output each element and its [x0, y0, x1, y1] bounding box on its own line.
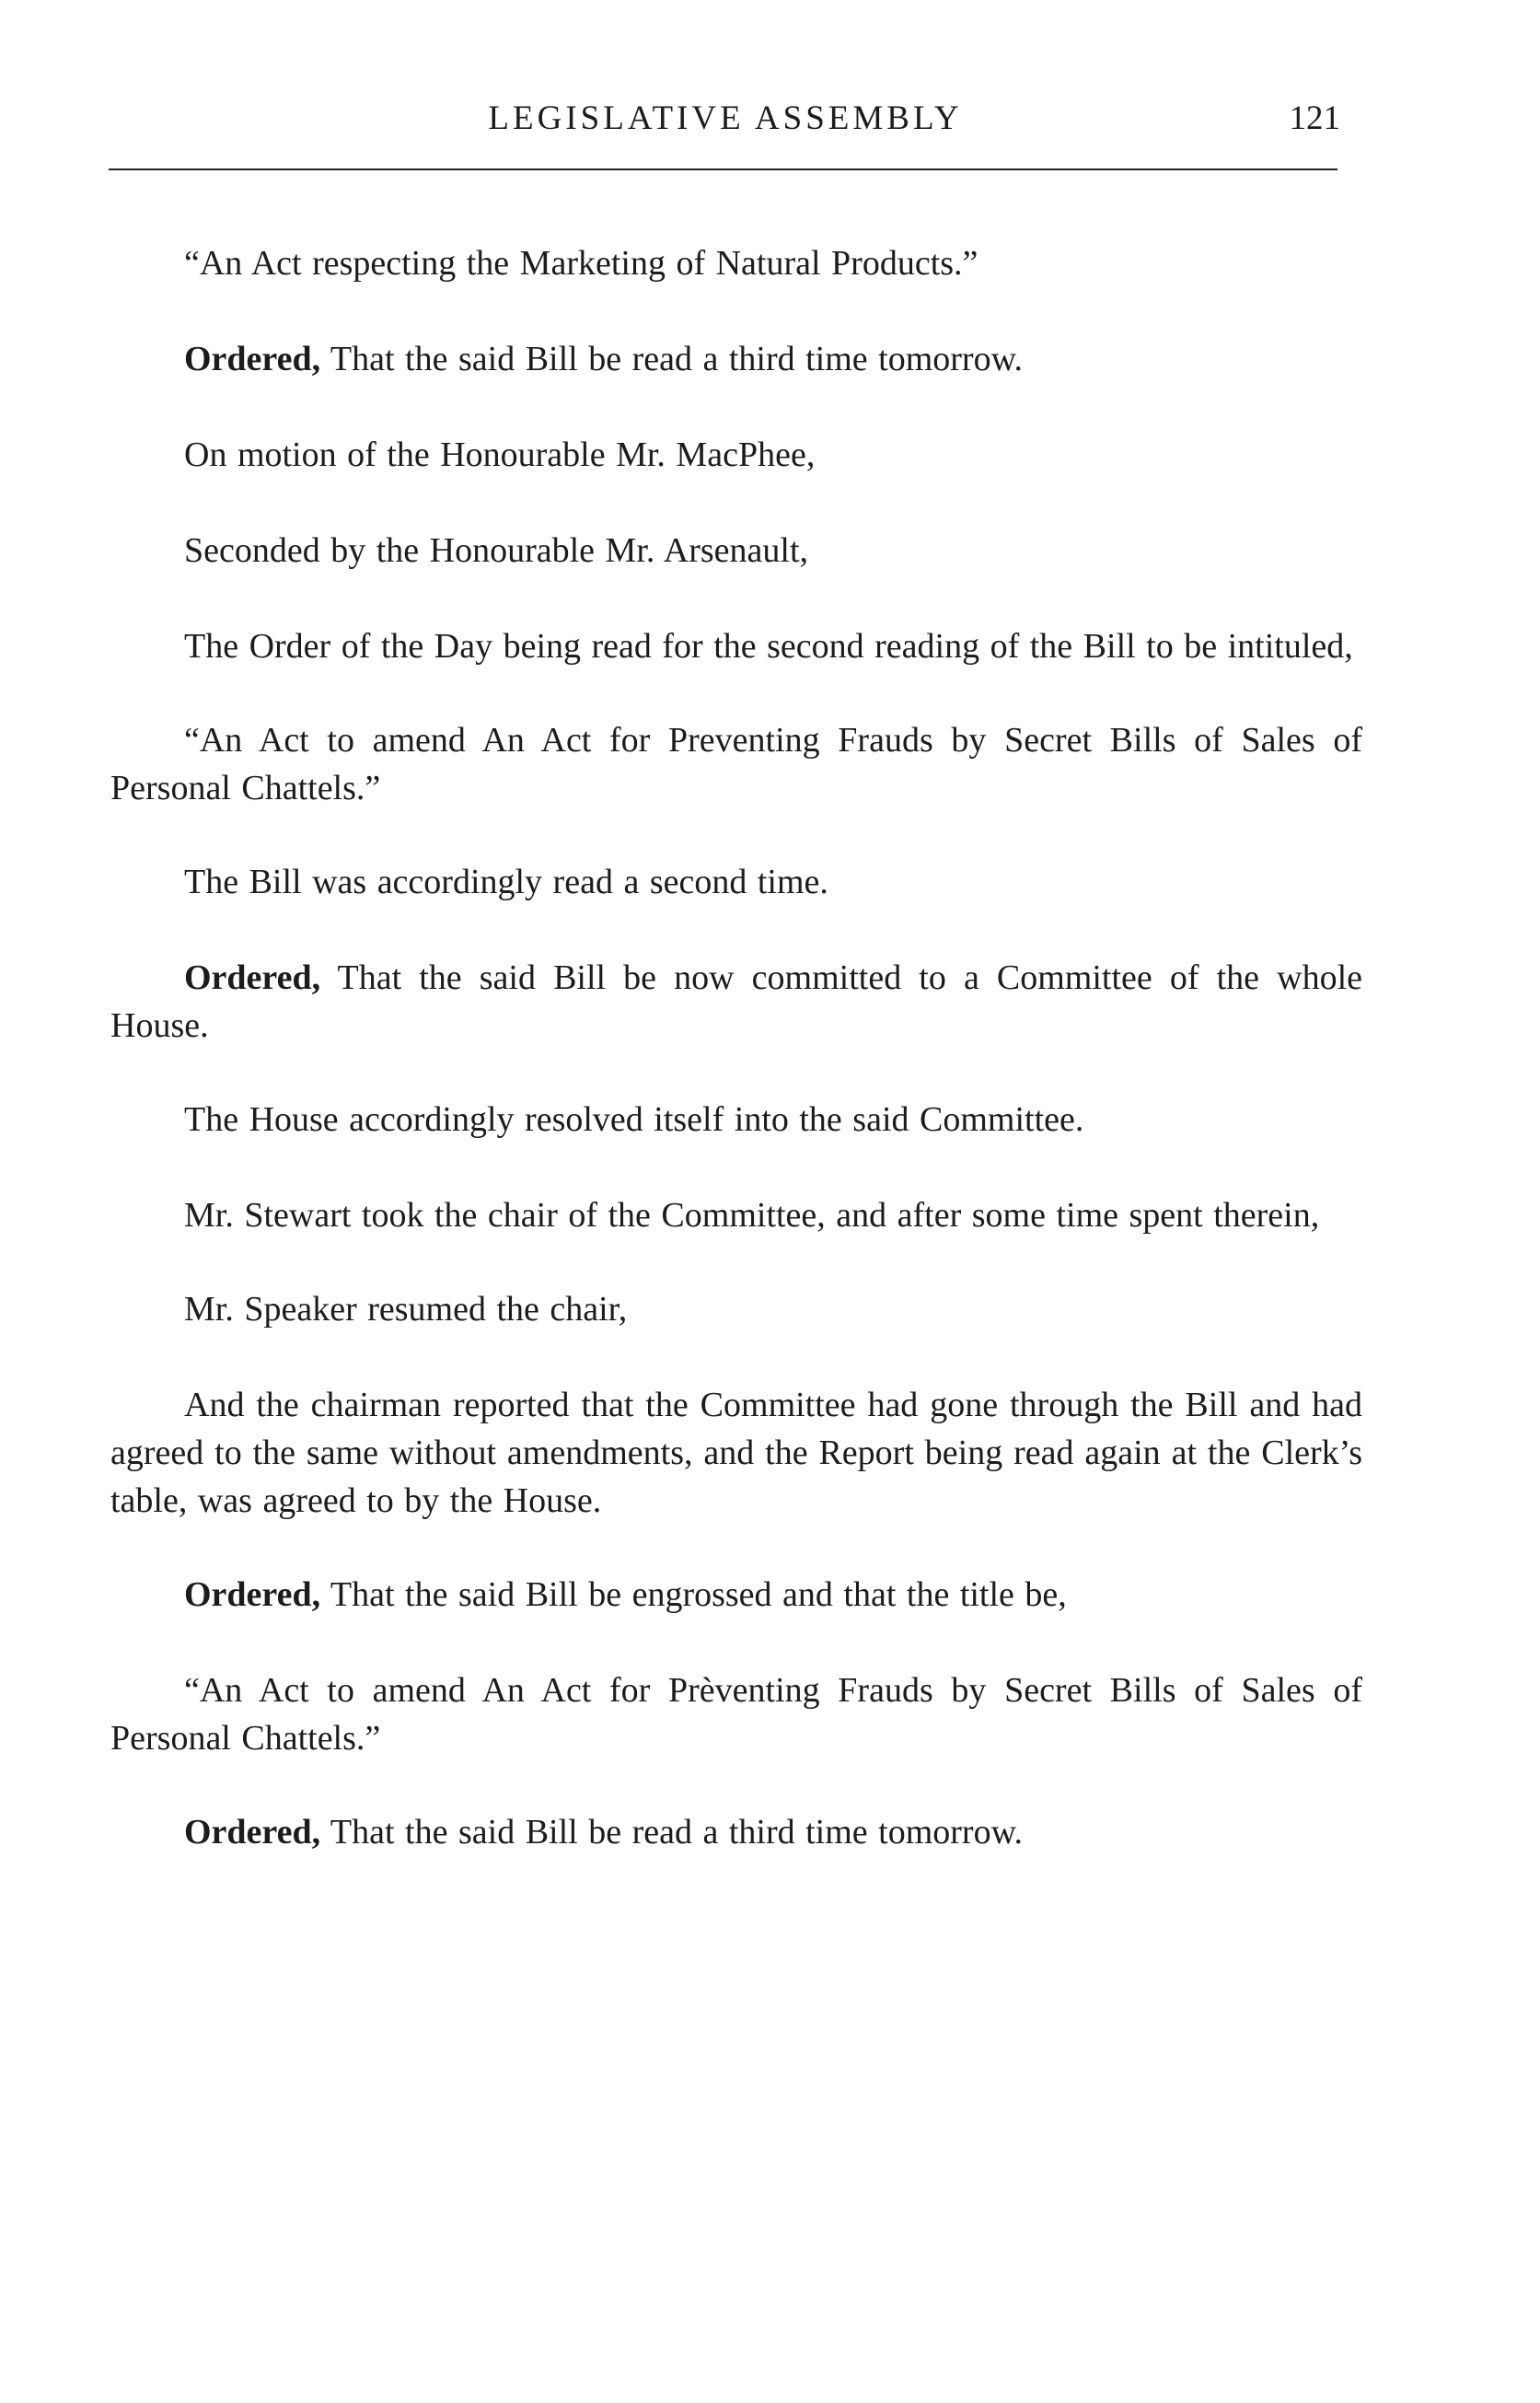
ordered-lead: Ordered, — [184, 1575, 321, 1614]
paragraph — [110, 1381, 1362, 1525]
paragraph-text: The House accordingly resolved itself into the said Committee. — [184, 1100, 1084, 1139]
paragraph — [110, 431, 1362, 479]
paragraph — [110, 335, 1362, 383]
paragraph-text: The Bill was accordingly read a second time. — [184, 863, 828, 901]
paragraph-text: On motion of the Honourable Mr. MacPhee, — [184, 435, 816, 474]
ordered-lead: Ordered, — [184, 1813, 321, 1852]
paragraph — [110, 527, 1362, 575]
paragraph — [110, 954, 1362, 1050]
paragraph-text: “An Act to amend An Act for Prèventing Frauds by Secret Bills of Sales of Personal Chattels.” — [110, 1671, 1362, 1758]
paragraph-text: “An Act to amend An Act for Preventing Frauds by Secret Bills of Sales of Personal Chattels.” — [110, 721, 1362, 807]
running-header — [109, 96, 1342, 151]
paragraph-text: That the said Bill be read a third time tomorrow. — [320, 340, 1024, 378]
paragraph-text: That the said Bill be read a third time tomorrow. — [320, 1813, 1024, 1852]
paragraph — [110, 1666, 1362, 1762]
paragraph-text: That the said Bill be engrossed and that the title be, — [320, 1575, 1067, 1614]
page-number: 121 — [1289, 99, 1340, 137]
document-body — [110, 239, 1362, 1904]
paragraph — [110, 858, 1362, 906]
running-title: LEGISLATIVE ASSEMBLY — [488, 99, 963, 137]
paragraph-text: And the chairman reported that the Committee had gone through the Bill and had agreed to the same without amendments, and the Report being read again at the Clerk’s table, was agreed to by the House. — [110, 1386, 1362, 1520]
paragraph — [110, 1285, 1362, 1333]
paragraph-text: Mr. Speaker resumed the chair, — [184, 1290, 628, 1329]
paragraph-text: That the said Bill be now committed to a Committee of the whole House. — [110, 958, 1362, 1045]
paragraph — [110, 1808, 1362, 1856]
paragraph-text: Seconded by the Honourable Mr. Arsenault, — [184, 531, 809, 570]
paragraph-text: The Order of the Day being read for the second reading of the Bill to be intituled, — [184, 627, 1353, 666]
paragraph — [110, 1571, 1362, 1619]
ordered-lead: Ordered, — [184, 340, 321, 378]
header-rule — [109, 168, 1337, 170]
paragraph — [110, 239, 1362, 287]
paragraph — [110, 622, 1362, 670]
ordered-lead: Ordered, — [184, 958, 321, 997]
paragraph — [110, 1191, 1362, 1239]
paragraph — [110, 1096, 1362, 1143]
paragraph-text: “An Act respecting the Marketing of Natural Products.” — [184, 244, 978, 283]
paragraph-text: Mr. Stewart took the chair of the Committee, and after some time spent therein, — [184, 1196, 1320, 1235]
paragraph — [110, 716, 1362, 812]
